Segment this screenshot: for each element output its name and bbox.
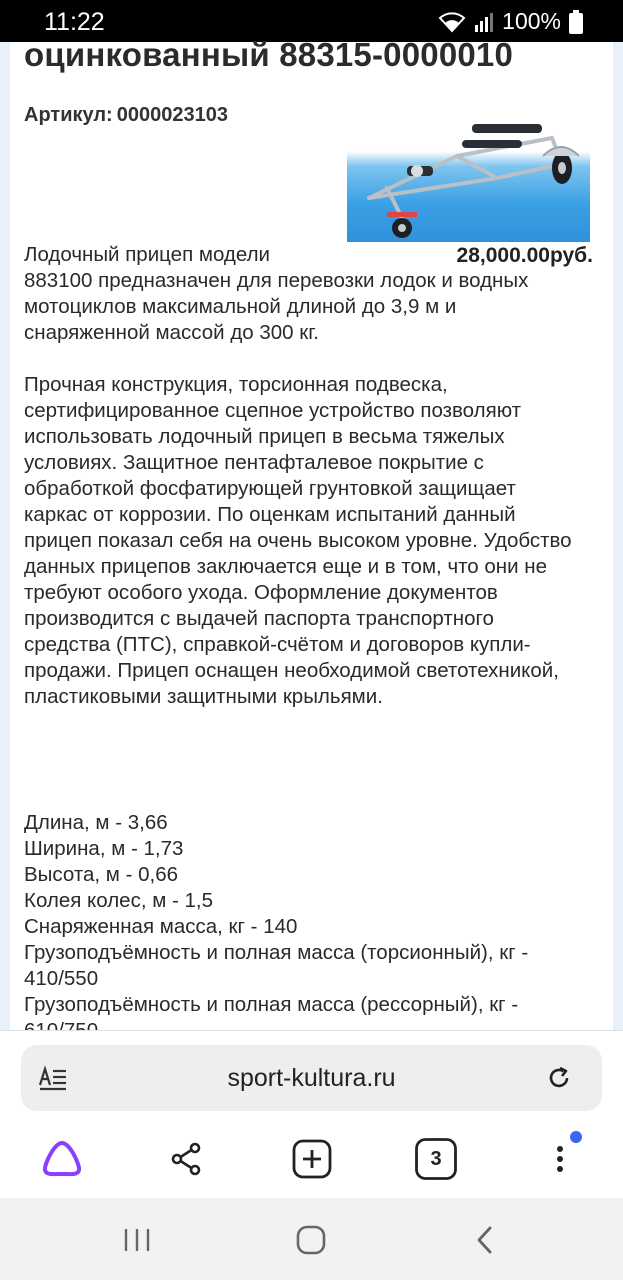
alice-assistant-icon[interactable] [38, 1135, 86, 1183]
description-paragraph-2: Прочная конструкция, торсионная подвеска, сертифицированное сцепное устройство позволяют использовать лодочный прицеп в весьма тяжелых условиях. Защитное пентафталевое покрытие с обработкой фосфатирующей грунтовкой защищает каркас от коррозии. По оценкам испытаний данный прицеп показал себя на очень высоком уровне. Удобство данных прицепов заключается еще и в том, что они не требуют особого ухода. Оформление документов производится с выдачей паспорта транспортного средства (ПТС), справкой-счётом и договоров купли-продажи. Прицеп оснащен необходимой светотехникой, пластиковыми защитными крыльями. [24, 373, 572, 708]
product-content [10, 36, 613, 1030]
battery-percent: 100% [502, 8, 561, 34]
home-icon[interactable] [291, 1220, 331, 1260]
status-icons [438, 8, 583, 35]
product-sku [24, 104, 228, 127]
tabs-button[interactable] [412, 1135, 460, 1183]
new-tab-icon[interactable] [288, 1135, 336, 1183]
sku-value: 0000023103 [116, 104, 228, 126]
browser-bottom-bar [0, 1030, 623, 1198]
browser-toolbar [0, 1131, 623, 1187]
web-page[interactable] [0, 36, 623, 1030]
product-price: 28,000.00руб. [456, 244, 593, 267]
tab-count: 3 [430, 1147, 442, 1170]
spec-line: Грузоподъёмность и полная масса (торсионный), кг - 410/550 [24, 941, 529, 990]
wifi-icon [438, 11, 466, 33]
spec-line: Длина, м - 3,66 [24, 811, 168, 834]
sku-label: Артикул: [24, 104, 113, 126]
product-specs [24, 810, 584, 1044]
reload-icon[interactable] [546, 1065, 572, 1096]
spec-line: Колея колес, м - 1,5 [24, 889, 214, 912]
tabs-icon [415, 1138, 457, 1180]
spec-line: Высота, м - 0,66 [24, 863, 179, 886]
back-icon[interactable] [465, 1220, 505, 1260]
signal-icon [474, 11, 494, 33]
boat-trailer-illustration [347, 116, 590, 242]
status-time: 11:22 [44, 8, 105, 36]
system-nav-bar [0, 1198, 623, 1280]
spec-line: Ширина, м - 1,73 [24, 837, 184, 860]
description-line-1: Лодочный прицеп модели [24, 243, 270, 266]
product-title: оцинкованный 88315-0000010 [24, 36, 514, 73]
description-paragraph-1-rest: 883100 предназначен для перевозки лодок и водных мотоциклов максимальной длиной до 3,9 м и снаряженной массой до 300 кг. [24, 269, 529, 344]
product-description [24, 242, 584, 710]
notification-dot [570, 1131, 582, 1143]
url-text[interactable]: sport-kultura.ru [227, 1064, 396, 1092]
address-bar[interactable] [21, 1045, 602, 1111]
spec-line: Грузоподъёмность и полная масса (рессорный), кг - [24, 993, 519, 1016]
more-menu-icon[interactable] [536, 1135, 584, 1183]
product-image[interactable] [347, 116, 590, 242]
recent-apps-icon[interactable] [117, 1220, 157, 1260]
share-icon[interactable] [162, 1135, 210, 1183]
spec-line: Снаряженная масса, кг - 140 [24, 915, 298, 938]
description-paragraph-1 [24, 242, 584, 346]
battery-icon [569, 10, 583, 34]
